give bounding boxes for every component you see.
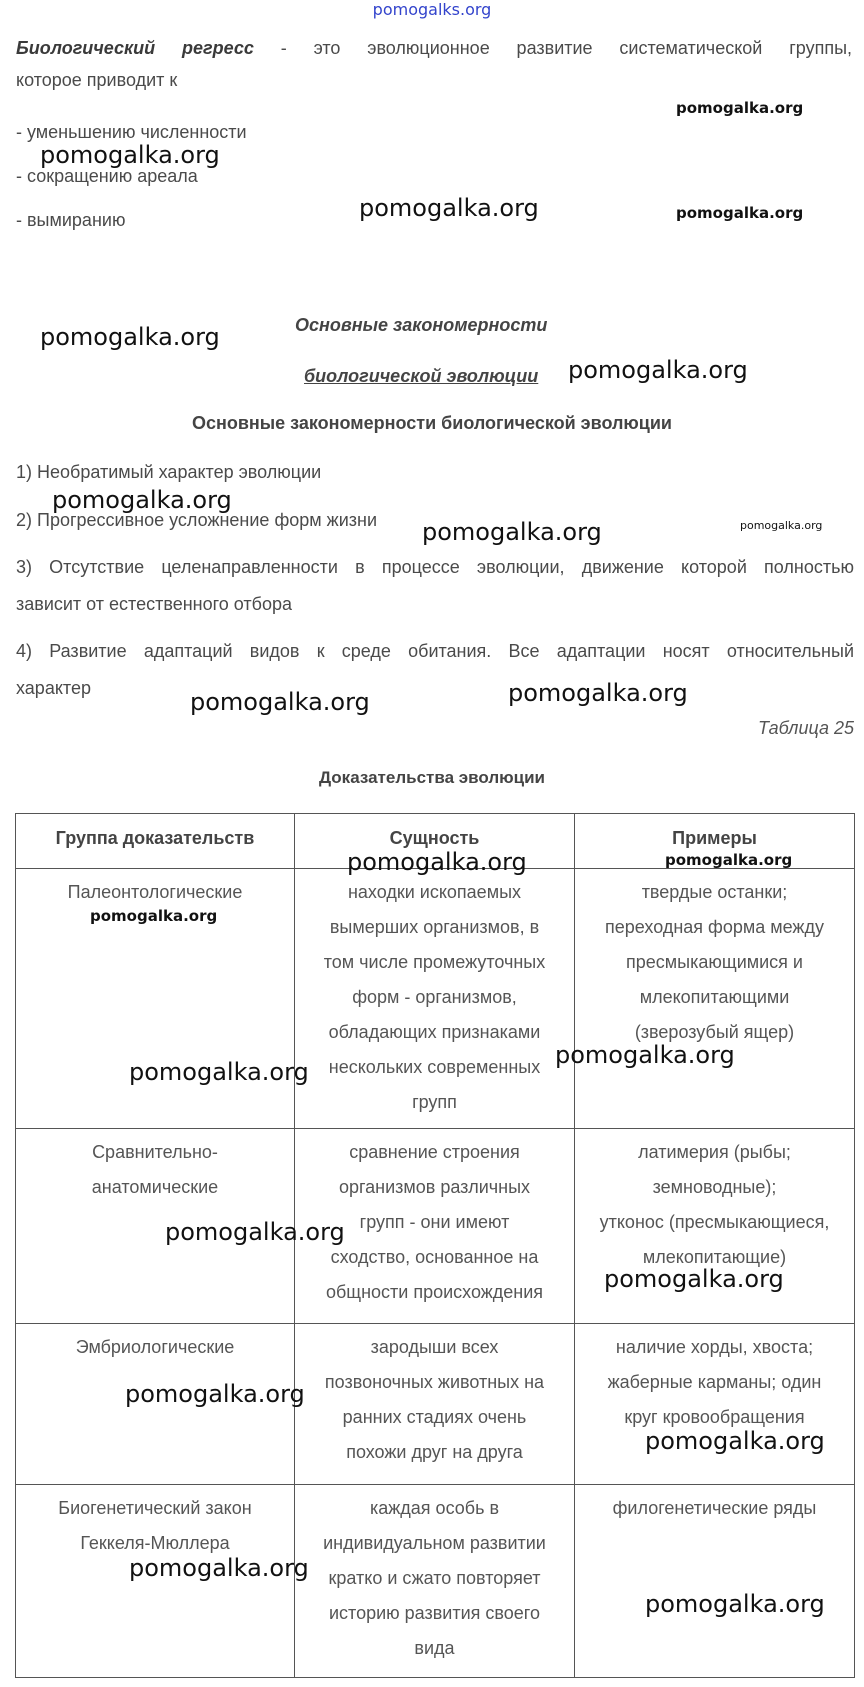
law-item: 3) Отсутствие целенаправленности в процессе эволюции, движение которой полностью bbox=[16, 557, 854, 577]
header-essence: Сущность bbox=[295, 814, 575, 869]
section-italic-title-line1: Основные закономерности bbox=[295, 315, 548, 335]
table-caption: Таблица 25 bbox=[757, 718, 854, 738]
header-examples: Примеры bbox=[575, 814, 855, 869]
cell-line: млекопитающими bbox=[639, 987, 790, 1007]
cell-line: пресмыкающимися и bbox=[626, 952, 803, 972]
watermark: pomogalka.org bbox=[740, 519, 823, 532]
cell-line: нескольких современных bbox=[328, 1057, 541, 1077]
regress-term: Биологический регресс bbox=[16, 38, 254, 58]
law-item: 1) Необратимый характер эволюции bbox=[16, 462, 322, 482]
cell-line: Эмбриологические bbox=[75, 1337, 235, 1357]
watermark: pomogalka.org bbox=[52, 486, 232, 514]
cell-line: филогенетические ряды bbox=[612, 1498, 817, 1518]
law-item-continuation: характер bbox=[16, 678, 91, 698]
table-row bbox=[16, 1129, 855, 1324]
site-url-header[interactable]: pomogalks.org bbox=[372, 0, 492, 19]
cell-line: позвоночных животных на bbox=[324, 1372, 545, 1392]
cell-line: Палеонтологические bbox=[67, 882, 243, 902]
watermark: pomogalka.org bbox=[129, 1554, 309, 1582]
watermark: pomogalka.org bbox=[422, 518, 602, 546]
header-group: Группа доказательств bbox=[16, 814, 295, 869]
watermark: pomogalka.org bbox=[165, 1218, 345, 1246]
watermark: pomogalka.org bbox=[508, 679, 688, 707]
law-item: 4) Развитие адаптаций видов к среде обитания. Все адаптации носят относительный bbox=[16, 641, 854, 661]
cell-line: групп - они имеют bbox=[359, 1212, 510, 1232]
cell-examples bbox=[575, 869, 855, 1129]
watermark: pomogalka.org bbox=[40, 141, 220, 169]
cell-line: латимерия (рыбы; bbox=[638, 1142, 791, 1162]
cell-line: историю развития своего bbox=[329, 1603, 540, 1623]
cell-line: похожи друг на друга bbox=[346, 1442, 523, 1462]
watermark: pomogalka.org bbox=[40, 323, 220, 351]
cell-line: сравнение строения bbox=[349, 1142, 520, 1162]
cell-essence bbox=[295, 869, 575, 1129]
watermark: pomogalka.org bbox=[359, 194, 539, 222]
watermark: pomogalka.org bbox=[125, 1380, 305, 1408]
watermark: pomogalka.org bbox=[347, 848, 527, 876]
cell-line: млекопитающие) bbox=[642, 1247, 787, 1267]
cell-line: Сравнительно- bbox=[92, 1142, 218, 1162]
cell-line: Биогенетический закон bbox=[58, 1498, 252, 1518]
cell-line: вида bbox=[414, 1638, 455, 1658]
cell-line: наличие хорды, хвоста; bbox=[615, 1337, 814, 1357]
cell-line: обладающих признаками bbox=[328, 1022, 541, 1042]
law-item-continuation: зависит от естественного отбора bbox=[16, 594, 292, 614]
watermark: pomogalka.org bbox=[676, 204, 804, 222]
cell-line: сходство, основанное на bbox=[330, 1247, 539, 1267]
cell-line: вымерших организмов, в bbox=[329, 917, 540, 937]
section-italic-title-line2: биологической эволюции bbox=[304, 366, 539, 386]
cell-line: (зверозубый ящер) bbox=[634, 1022, 795, 1042]
cell-line: общности происхождения bbox=[325, 1282, 544, 1302]
watermark: pomogalka.org bbox=[568, 356, 748, 384]
watermark: pomogalka.org bbox=[190, 688, 370, 716]
cell-line: индивидуальном развитии bbox=[323, 1533, 546, 1553]
cell-line: Геккеля-Мюллера bbox=[80, 1533, 230, 1553]
regress-definition-line2: которое приводит к bbox=[16, 70, 178, 90]
law-item: 2) Прогрессивное усложнение форм жизни bbox=[16, 510, 377, 530]
watermark: pomogalka.org bbox=[129, 1058, 309, 1086]
cell-line: организмов различных bbox=[338, 1177, 531, 1197]
cell-examples bbox=[575, 1129, 855, 1324]
cell-line: анатомические bbox=[91, 1177, 219, 1197]
watermark: pomogalka.org bbox=[645, 1590, 825, 1618]
cell-line: жаберные карманы; один bbox=[607, 1372, 822, 1392]
cell-line: групп bbox=[412, 1092, 457, 1112]
regress-definition bbox=[16, 31, 852, 65]
watermark: pomogalka.org bbox=[555, 1041, 735, 1069]
cell-line: том числе промежуточных bbox=[323, 952, 546, 972]
regress-definition-rest: - это эволюционное развитие систематической группы, bbox=[253, 38, 853, 58]
cell-line: находки ископаемых bbox=[347, 882, 522, 902]
cell-line: форм - организмов, bbox=[352, 987, 517, 1007]
section-title: Основные закономерности биологической эволюции bbox=[191, 413, 673, 433]
watermark: pomogalka.org bbox=[665, 851, 793, 869]
cell-examples bbox=[575, 1324, 855, 1485]
cell-essence bbox=[295, 1485, 575, 1678]
cell-line: земноводные); bbox=[652, 1177, 777, 1197]
watermark: pomogalka.org bbox=[90, 907, 218, 925]
cell-line: каждая особь в bbox=[369, 1498, 500, 1518]
regress-item: - сокращению ареала bbox=[16, 166, 198, 186]
cell-line: утконос (пресмыкающиеся, bbox=[599, 1212, 830, 1232]
cell-essence bbox=[295, 1324, 575, 1485]
cell-examples bbox=[575, 1485, 855, 1678]
watermark: pomogalka.org bbox=[676, 99, 804, 117]
watermark: pomogalka.org bbox=[604, 1265, 784, 1293]
cell-line: круг кровообращения bbox=[624, 1407, 805, 1427]
cell-line: кратко и сжато повторяет bbox=[328, 1568, 541, 1588]
watermark: pomogalka.org bbox=[645, 1427, 825, 1455]
cell-line: переходная форма между bbox=[605, 917, 824, 937]
cell-line: твердые останки; bbox=[641, 882, 788, 902]
regress-item: - вымиранию bbox=[16, 210, 126, 230]
table-title: Доказательства эволюции bbox=[318, 768, 545, 787]
cell-line: ранних стадиях очень bbox=[342, 1407, 527, 1427]
cell-line: зародыши всех bbox=[370, 1337, 499, 1357]
evidence-table bbox=[15, 813, 855, 1678]
regress-item: - уменьшению численности bbox=[16, 122, 247, 142]
